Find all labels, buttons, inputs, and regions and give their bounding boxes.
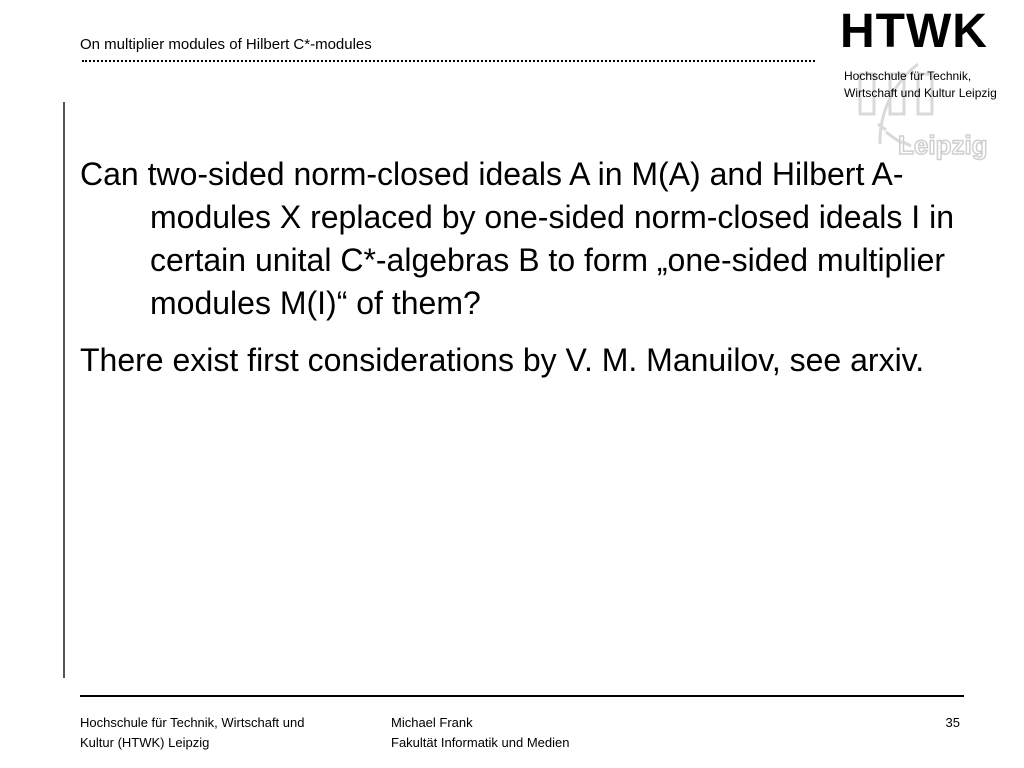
header-dotted-divider bbox=[82, 60, 815, 62]
htwk-logo bbox=[838, 4, 1018, 164]
logo-wordmark: HTWK bbox=[840, 5, 988, 58]
footer-author-block bbox=[391, 713, 569, 753]
slide-header-title: On multiplier modules of Hilbert C*-modules bbox=[80, 36, 372, 53]
left-vertical-rule bbox=[63, 102, 65, 678]
slide-page-number: 35 bbox=[945, 715, 960, 730]
body-paragraph-reference: There exist first considerations by V. M. Manuilov, see arxiv. bbox=[80, 342, 925, 378]
footer-faculty: Fakultät Informatik und Medien bbox=[391, 735, 570, 750]
footer-divider bbox=[80, 695, 964, 697]
logo-subtitle-line1: Hochschule für Technik, bbox=[844, 69, 972, 83]
footer-institution-line1: Hochschule für Technik, Wirtschaft und bbox=[80, 715, 305, 730]
slide-body bbox=[80, 153, 960, 382]
logo-watermark-city: Leipzig bbox=[898, 130, 988, 160]
logo-subtitle-line2: Wirtschaft und Kultur Leipzig bbox=[844, 86, 997, 100]
body-paragraph-question: Can two-sided norm-closed ideals A in M(A) and Hilbert A-modules X replaced by one-sided norm-closed ideals I in certain unital C*-algebras B to form „one-sided multiplier modules M(I)“ of them? bbox=[80, 156, 954, 321]
footer-institution-line2: Kultur (HTWK) Leipzig bbox=[80, 735, 210, 750]
footer-author: Michael Frank bbox=[391, 715, 473, 730]
footer-institution bbox=[80, 713, 304, 753]
